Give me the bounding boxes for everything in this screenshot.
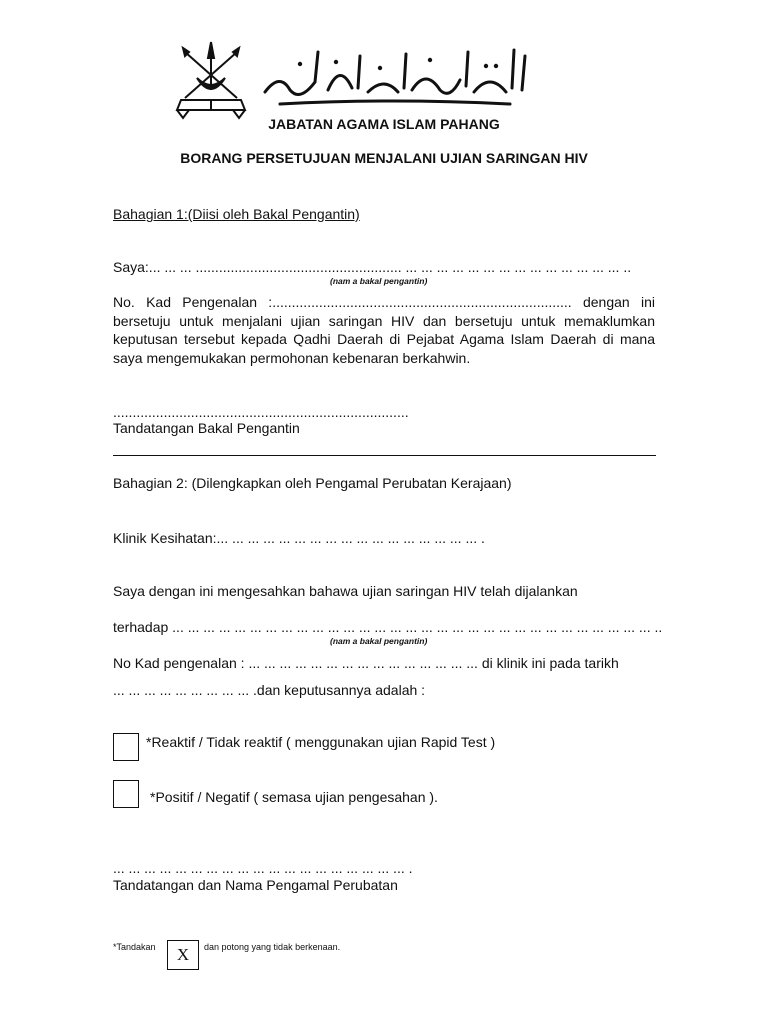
section-divider: [113, 455, 656, 456]
signature-line-1: ............................................................................: [113, 404, 409, 420]
footnote-prefix: *Tandakan: [113, 942, 156, 952]
clinic-field-line: Klinik Kesihatan:... ... ... ... ... ... ... ... ... ... ... ... ... ... ... ... ... .: [113, 530, 485, 546]
part1-heading: Bahagian 1:(Diisi oleh Bakal Pengantin): [113, 206, 360, 222]
part2-heading: Bahagian 2: (Dilengkapkan oleh Pengamal Perubatan Kerajaan): [113, 475, 512, 491]
consent-paragraph: No. Kad Pengenalan :............................................................................. dengan ini bersetuju untuk menjalani ujian saringan HIV dan bersetuju untuk memaklumkan keputusan tersebut kepada Qadhi Daerah di Pejabat Agama Islam Daerah di mana saya mengemukakan permohonan kebenaran berkahwin.: [113, 294, 655, 366]
signature-label-2: Tandatangan dan Nama Pengamal Perubatan: [113, 877, 398, 893]
signature-label-1: Tandatangan Bakal Pengantin: [113, 420, 300, 436]
confirm-text: Saya dengan ini mengesahkan bahawa ujian saringan HIV telah dijalankan: [113, 583, 578, 599]
reactive-option-label: *Reaktif / Tidak reaktif ( menggunakan ujian Rapid Test ): [146, 734, 496, 750]
signature-line-2: ... ... ... ... ... ... ... ... ... ... ... ... ... ... ... ... ... ... ... .: [113, 860, 413, 876]
footnote-suffix: dan potong yang tidak berkenaan.: [204, 942, 341, 952]
ic-date-line: No Kad pengenalan : ... ... ... ... ... ... ... ... ... ... ... ... ... ... ... di klinik ini pada tarikh: [113, 655, 619, 671]
footnote-x-box: X: [167, 940, 199, 970]
header-logo: [175, 38, 575, 120]
reactive-checkbox[interactable]: [113, 733, 139, 761]
org-title: JABATAN AGAMA ISLAM PAHANG: [268, 116, 500, 132]
name-hint: (nam a bakal pengantin): [330, 276, 428, 286]
form-title: BORANG PERSETUJUAN MENJALANI UJIAN SARINGAN HIV: [180, 150, 588, 166]
name-hint-2: (nam a bakal pengantin): [330, 636, 428, 646]
jawi-calligraphy-icon: [260, 42, 530, 112]
positive-checkbox[interactable]: [113, 780, 139, 808]
result-intro-line: ... ... ... ... ... ... ... ... ... .dan keputusannya adalah :: [113, 682, 426, 698]
patient-name-line: terhadap ... ... ... ... ... ... ... ... ... ... ... ... ... ... ... ... ... ... ... ... ... ... ... ... ... ... ... ... ... ... ... ..: [113, 619, 663, 635]
positive-option-label: *Positif / Negatif ( semasa ujian pengesahan ).: [150, 789, 438, 805]
name-field-line: Saya:... ... ... ..................................................... ... ... ... ... ... ... ... ... ... ... ... ... ... ... ..: [113, 259, 632, 275]
pahang-crest-icon: [175, 38, 247, 120]
